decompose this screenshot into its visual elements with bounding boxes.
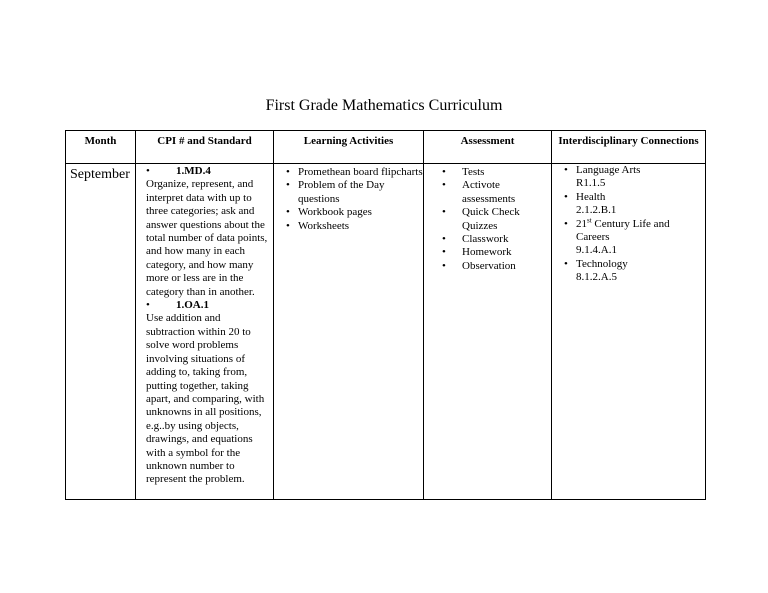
list-item: • Promethean board flipcharts [298,166,423,179]
connection-name: • Technology [576,257,628,270]
connections-list [552,164,705,285]
connection-name: • Language Arts [576,164,641,176]
header-cpi-standard: CPI # and Standard [136,131,274,164]
table-row [66,164,706,500]
activities-list [274,164,423,233]
list-item: • Activote assessments [444,179,551,206]
month-cell: September [66,164,136,500]
header-learning-activities: Learning Activities [274,131,424,164]
header-month: Month [66,131,136,164]
connection-name-number: 21 [576,217,587,230]
standard-code: • 1.MD.4 [146,165,269,178]
list-item: • Problem of the Day questions [298,179,423,206]
standard-code: • 1.OA.1 [146,299,269,312]
connection-name: • Health [576,190,606,203]
list-item: • Quick Check Quizzes [444,206,551,233]
header-interdisciplinary-connections: Interdisciplinary Connections [552,131,706,164]
list-item: • Worksheets [298,220,423,233]
connection-name [576,215,705,245]
list-item [576,258,705,285]
curriculum-table [65,130,706,500]
list-item [576,215,705,258]
connections-cell [552,164,706,500]
list-item: • Observation [444,260,551,273]
standard-text: Use addition and subtraction within 20 to solve word problems involving situations of adding to, taking from, putting together, taking apart, and comparing, with unknowns in all positions, e.g..by using objects, drawings, and equations with a symbol for the unknown number to represent the problem. [146,312,265,486]
header-assessment: Assessment [424,131,552,164]
connection-code: 9.1.4.A.1 [576,244,617,257]
list-item: • Workbook pages [298,206,423,219]
connection-code: 2.1.2.B.1 [576,204,617,217]
connection-code: R1.1.5 [576,177,606,190]
page-title: First Grade Mathematics Curriculum [265,97,503,114]
list-item [576,191,705,218]
connection-code: 8.1.2.A.5 [576,271,617,284]
connection-name-ordinal: st [587,215,592,224]
list-item [576,164,705,191]
assessment-cell [424,164,552,500]
list-item: • Tests [444,166,551,179]
standards-cell [136,164,274,500]
list-item: • Homework [444,246,551,259]
standard-text: Organize, represent, and interpret data with up to three categories; ask and answer questions about the total number of data points, and how many in each category, and how many more or less are in the category than in another. [146,178,268,298]
list-item: • Classwork [444,233,551,246]
header-row [66,131,706,164]
assessment-list [424,164,551,273]
connection-name-rest: Century Life and Careers [576,217,670,244]
activities-cell [274,164,424,500]
